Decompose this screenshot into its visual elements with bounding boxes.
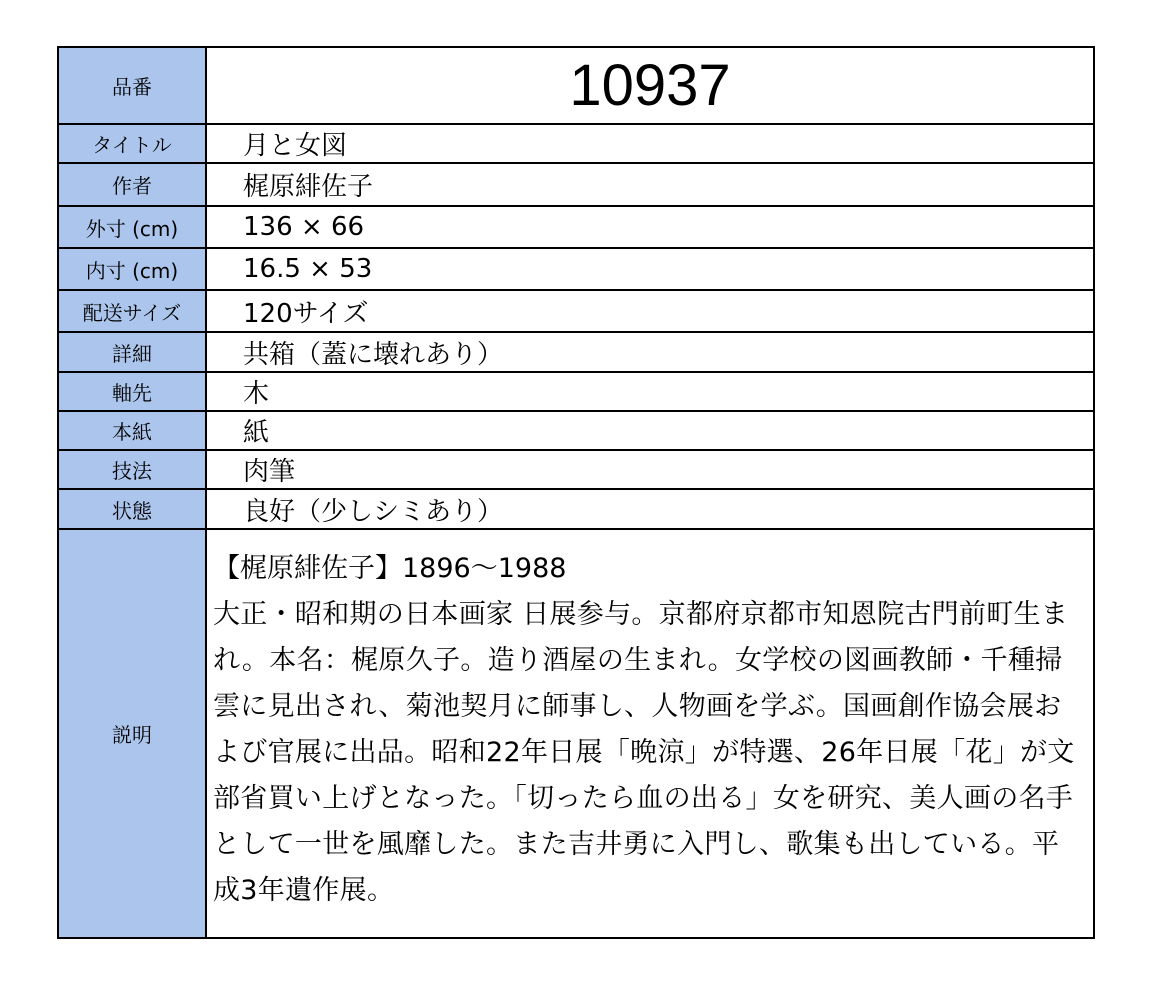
item-details-table xyxy=(57,46,1095,939)
artist-value: 梶原緋佐子 xyxy=(206,163,1094,206)
title-row xyxy=(58,124,1094,163)
id-label: 品番 xyxy=(58,47,206,124)
roller-end-value: 木 xyxy=(206,372,1094,411)
title-value: 月と女図 xyxy=(206,124,1094,163)
paper-row xyxy=(58,411,1094,450)
condition-label: 状態 xyxy=(58,489,206,529)
technique-row xyxy=(58,450,1094,489)
description-heading: 【梶原緋佐子】1896～1988 xyxy=(213,553,567,584)
artist-row xyxy=(58,163,1094,206)
description-label: 説明 xyxy=(58,529,206,938)
details-value: 共箱（蓋に壊れあり） xyxy=(206,332,1094,372)
technique-value: 肉筆 xyxy=(206,450,1094,489)
inner-size-value: 16.5 × 53 xyxy=(206,248,1094,290)
artist-label: 作者 xyxy=(58,163,206,206)
description-cell xyxy=(206,529,1094,938)
outer-size-value: 136 × 66 xyxy=(206,206,1094,248)
outer-size-label: 外寸 (cm) xyxy=(58,206,206,248)
paper-value: 紙 xyxy=(206,411,1094,450)
description-text: 大正・昭和期の日本画家 日展参与。京都府京都市知恩院古門前町生まれ。本名：梶原久子。造り酒屋の生まれ。女学校の図画教師・千種掃雲に見出され、菊池契月に師事し、人物画を学ぶ。国画創作協会展および官展に出品。昭和22年日展「晩涼」が特選、26年日展「花」が文部省買い上げとなった。「切ったら血の出る」女を研究、美人画の名手として一世を風靡した。また吉井勇に入門し、歌集も出している。平成3年遺作展。 xyxy=(213,599,1075,906)
technique-label: 技法 xyxy=(58,450,206,489)
paper-label: 本紙 xyxy=(58,411,206,450)
shipping-size-value: 120サイズ xyxy=(206,290,1094,332)
shipping-size-label: 配送サイズ xyxy=(58,290,206,332)
roller-end-label: 軸先 xyxy=(58,372,206,411)
description-row xyxy=(58,529,1094,938)
id-row xyxy=(58,47,1094,124)
condition-value: 良好（少しシミあり） xyxy=(206,489,1094,529)
inner-size-row xyxy=(58,248,1094,290)
inner-size-label: 内寸 (cm) xyxy=(58,248,206,290)
details-label: 詳細 xyxy=(58,332,206,372)
roller-end-row xyxy=(58,372,1094,411)
outer-size-row xyxy=(58,206,1094,248)
title-label: タイトル xyxy=(58,124,206,163)
shipping-size-row xyxy=(58,290,1094,332)
id-value: 10937 xyxy=(206,47,1094,124)
details-row xyxy=(58,332,1094,372)
condition-row xyxy=(58,489,1094,529)
